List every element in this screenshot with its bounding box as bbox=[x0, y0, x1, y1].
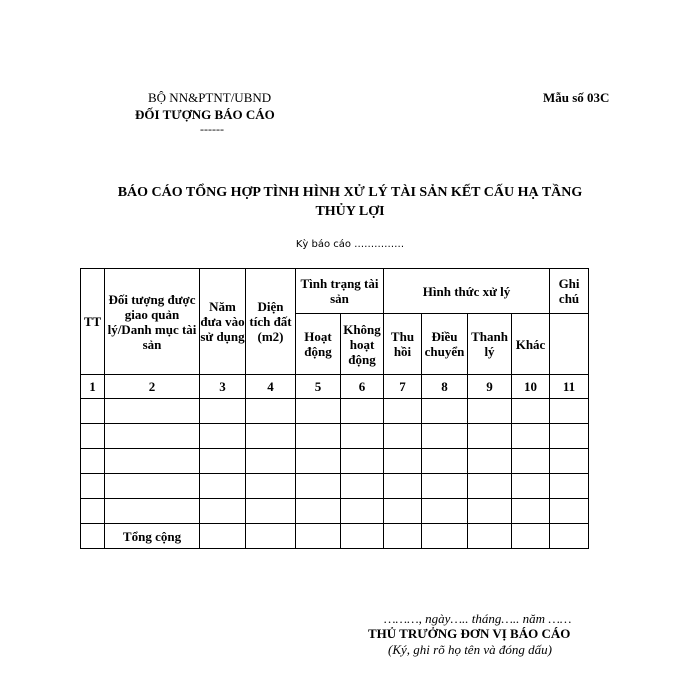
table-cell bbox=[550, 399, 589, 424]
table-cell bbox=[468, 474, 512, 499]
table-cell bbox=[296, 499, 341, 524]
table-cell bbox=[384, 399, 422, 424]
table-cell bbox=[81, 474, 105, 499]
table-cell bbox=[384, 499, 422, 524]
header-status-group: Tình trạng tài sản bbox=[296, 269, 384, 314]
table-cell bbox=[105, 499, 200, 524]
table-cell bbox=[384, 474, 422, 499]
table-cell bbox=[512, 474, 550, 499]
column-number-row bbox=[81, 375, 589, 399]
column-number: 7 bbox=[384, 375, 422, 399]
table-cell bbox=[81, 424, 105, 449]
column-number: 10 bbox=[512, 375, 550, 399]
table-cell bbox=[296, 524, 341, 549]
header-handling-recall: Thu hồi bbox=[384, 314, 422, 375]
table-cell bbox=[296, 474, 341, 499]
table-cell bbox=[384, 524, 422, 549]
header-handling-other: Khác bbox=[512, 314, 550, 375]
signature-date-line: ………, ngày….. tháng….. năm …… bbox=[384, 611, 572, 626]
table-cell bbox=[512, 449, 550, 474]
header-tt: TT bbox=[81, 269, 105, 375]
table-row bbox=[81, 499, 589, 524]
table-cell bbox=[296, 424, 341, 449]
header-handling-liquidate: Thanh lý bbox=[468, 314, 512, 375]
table-cell bbox=[246, 449, 296, 474]
table-cell bbox=[468, 499, 512, 524]
table-row bbox=[81, 474, 589, 499]
ministry-name: BỘ NN&PTNT/UBND bbox=[148, 90, 272, 105]
header-area: Diện tích đất (m2) bbox=[246, 269, 296, 375]
table-cell bbox=[341, 474, 384, 499]
header-note: Ghi chú bbox=[550, 269, 589, 314]
table-cell bbox=[341, 424, 384, 449]
table-cell bbox=[246, 424, 296, 449]
table-cell bbox=[422, 399, 468, 424]
table-cell bbox=[246, 499, 296, 524]
form-number: Mẫu số 03C bbox=[543, 90, 610, 105]
column-number: 9 bbox=[468, 375, 512, 399]
signature-note: (Ký, ghi rõ họ tên và đóng dấu) bbox=[388, 642, 552, 657]
table-cell bbox=[81, 449, 105, 474]
column-number: 5 bbox=[296, 375, 341, 399]
header-status-active: Hoạt động bbox=[296, 314, 341, 375]
total-row bbox=[81, 524, 589, 549]
table-cell bbox=[512, 524, 550, 549]
table-cell bbox=[81, 524, 105, 549]
table-cell bbox=[246, 399, 296, 424]
table-cell bbox=[422, 474, 468, 499]
table-cell bbox=[200, 499, 246, 524]
table-row bbox=[81, 449, 589, 474]
table-cell bbox=[550, 424, 589, 449]
table-cell bbox=[105, 424, 200, 449]
report-table bbox=[80, 268, 589, 549]
table-cell bbox=[341, 399, 384, 424]
report-period: Kỳ báo cáo …………… bbox=[295, 239, 405, 250]
column-number: 6 bbox=[341, 375, 384, 399]
header-status-inactive: Không hoạt động bbox=[341, 314, 384, 375]
table-cell bbox=[512, 424, 550, 449]
table-cell bbox=[512, 499, 550, 524]
table-cell bbox=[468, 399, 512, 424]
signer-title: THỦ TRƯỞNG ĐƠN VỊ BÁO CÁO bbox=[368, 626, 571, 641]
table-cell bbox=[468, 524, 512, 549]
column-number: 3 bbox=[200, 375, 246, 399]
table-cell bbox=[422, 524, 468, 549]
header-handling-group: Hình thức xử lý bbox=[384, 269, 550, 314]
table-cell bbox=[200, 474, 246, 499]
table-cell bbox=[468, 449, 512, 474]
table-cell bbox=[384, 449, 422, 474]
header-dashes: ------ bbox=[200, 122, 224, 136]
table-cell bbox=[81, 499, 105, 524]
table-cell bbox=[341, 524, 384, 549]
table-cell bbox=[550, 524, 589, 549]
column-number: 4 bbox=[246, 375, 296, 399]
table-cell bbox=[512, 399, 550, 424]
table-cell bbox=[200, 524, 246, 549]
table-cell bbox=[468, 424, 512, 449]
table-cell bbox=[341, 449, 384, 474]
table-cell bbox=[105, 399, 200, 424]
table-cell bbox=[341, 499, 384, 524]
table-cell bbox=[296, 449, 341, 474]
column-number: 1 bbox=[81, 375, 105, 399]
table-cell bbox=[200, 424, 246, 449]
table-cell bbox=[200, 449, 246, 474]
total-label: Tổng cộng bbox=[105, 524, 200, 549]
header-year: Năm đưa vào sử dụng bbox=[200, 269, 246, 375]
column-number: 11 bbox=[550, 375, 589, 399]
table-cell bbox=[422, 424, 468, 449]
table-cell bbox=[105, 474, 200, 499]
header-row-1 bbox=[81, 269, 589, 314]
table-cell bbox=[422, 499, 468, 524]
column-number: 8 bbox=[422, 375, 468, 399]
header-handling-transfer: Điều chuyển bbox=[422, 314, 468, 375]
column-number: 2 bbox=[105, 375, 200, 399]
table-cell bbox=[246, 524, 296, 549]
table-cell bbox=[246, 474, 296, 499]
report-title-line-1: BÁO CÁO TỔNG HỢP TÌNH HÌNH XỬ LÝ TÀI SẢN KẾT CẤU HẠ TẦNG bbox=[117, 185, 583, 200]
report-title bbox=[60, 183, 640, 221]
table-row bbox=[81, 399, 589, 424]
table-cell bbox=[200, 399, 246, 424]
report-title-line-2: THỦY LỢI bbox=[315, 204, 385, 219]
report-subject: ĐỐI TƯỢNG BÁO CÁO bbox=[135, 107, 275, 122]
table-cell bbox=[550, 474, 589, 499]
table-cell bbox=[550, 449, 589, 474]
table-row bbox=[81, 424, 589, 449]
table-cell bbox=[296, 399, 341, 424]
table-cell bbox=[384, 424, 422, 449]
table-cell bbox=[422, 449, 468, 474]
header-note-blank bbox=[550, 314, 589, 375]
table-cell bbox=[550, 499, 589, 524]
table-cell bbox=[81, 399, 105, 424]
table-cell bbox=[105, 449, 200, 474]
header-subject: Đối tượng được giao quản lý/Danh mục tài sản bbox=[105, 269, 200, 375]
